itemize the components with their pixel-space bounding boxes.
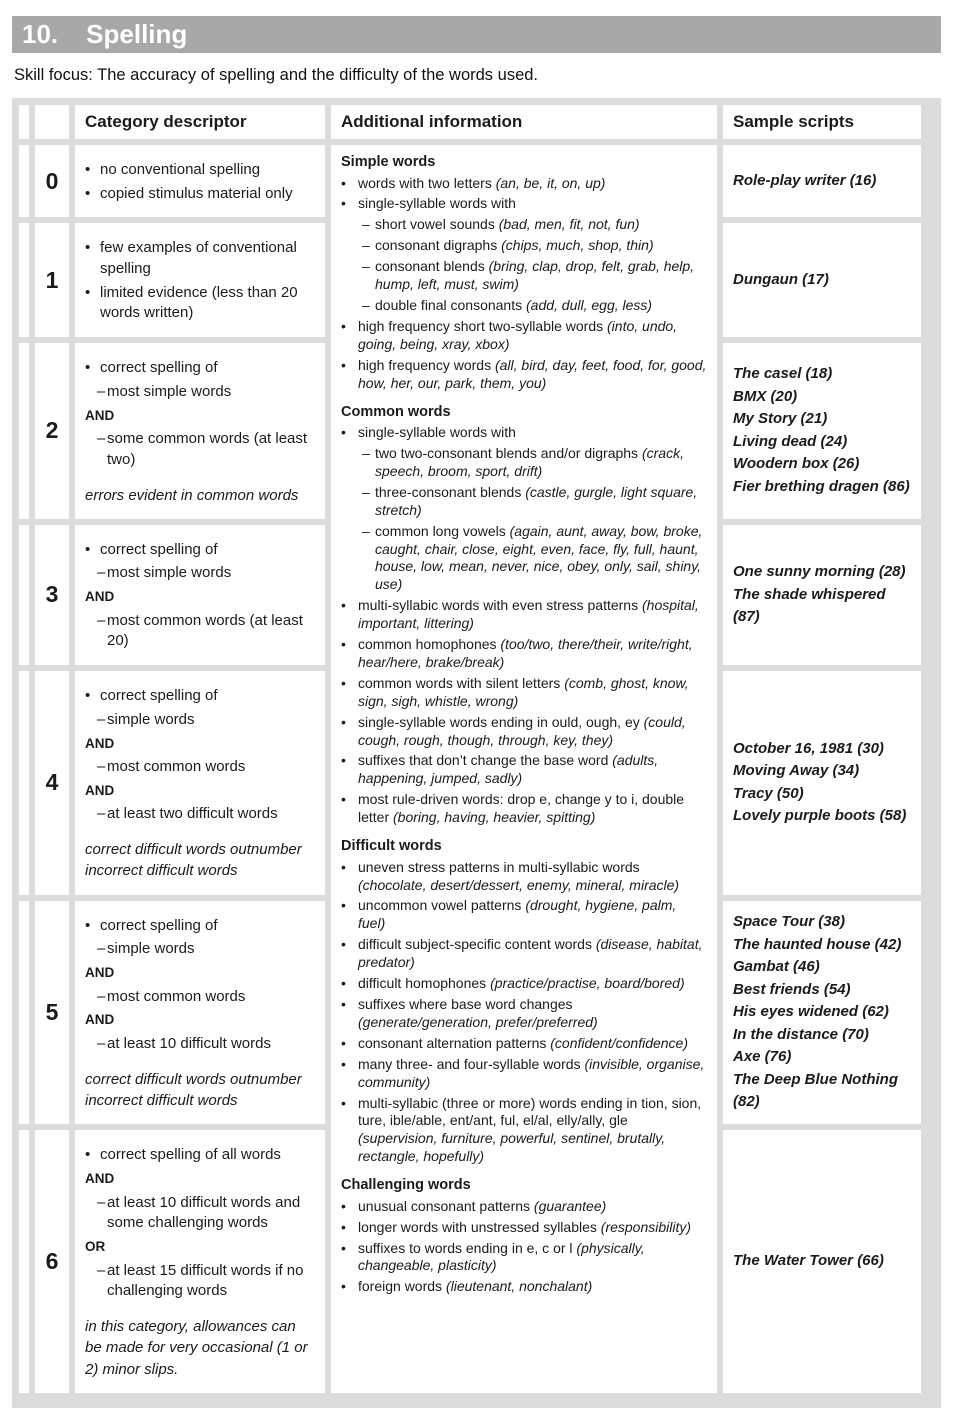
additional-info-text: two two-consonant blends and/or digraphs (crack, speech, broom, sport, drift): [375, 444, 684, 479]
descriptor-text: correct spelling of all words: [100, 1146, 281, 1164]
sample-script-title: Living dead (24): [733, 432, 848, 450]
bullet-icon: •: [341, 1278, 346, 1295]
sample-script-title: Woodern box (26): [733, 455, 860, 473]
score-cell-3: [35, 525, 69, 665]
category-descriptor-cell: [75, 145, 325, 217]
additional-info-text: common homophones (too/two, there/their, write/right, hear/here, brake/break): [358, 636, 693, 670]
dash-icon: –: [362, 258, 370, 275]
additional-info-text: words with two letters (an, be, it, on, up): [358, 174, 606, 191]
descriptor-bullet-item: [85, 358, 315, 379]
sample-script-title: Gambat (46): [733, 958, 820, 976]
header-additional-information: Additional information: [331, 105, 717, 139]
descriptor-sub-item: [97, 939, 315, 960]
dash-icon: –: [362, 444, 370, 461]
sample-script-title: The casel (18): [733, 365, 833, 383]
additional-info-text: difficult homophones (practice/practise, board/bored): [358, 975, 685, 992]
additional-info-item: [341, 1035, 707, 1053]
descriptor-text: few examples of conventional spelling: [100, 239, 297, 278]
dash-icon: –: [97, 758, 106, 776]
additional-info-item: [362, 258, 707, 294]
descriptor-text: correct spelling of: [100, 540, 218, 558]
sample-script-title: The Deep Blue Nothing (82): [733, 1070, 898, 1111]
bullet-icon: •: [85, 687, 91, 705]
dash-icon: –: [362, 237, 370, 254]
sample-script-title: Role-play writer (16): [733, 171, 877, 189]
descriptor-note: correct difficult words outnumber incorrect difficult words: [85, 1070, 302, 1110]
additional-info-text: longer words with unstressed syllables (responsibility): [358, 1218, 692, 1235]
additional-info-item: [341, 752, 707, 788]
additional-info-item: [341, 1095, 707, 1167]
bullet-icon: •: [341, 752, 346, 769]
dash-icon: –: [97, 430, 106, 448]
dash-icon: –: [97, 382, 106, 400]
sample-script-title: Tracy (50): [733, 784, 804, 802]
descriptor-conjunction: OR: [85, 1239, 106, 1255]
descriptor-text: at least 10 difficult words: [107, 1035, 271, 1053]
sample-script-title: October 16, 1981 (30): [733, 739, 884, 757]
additional-info-text: multi-syllabic (three or more) words ending in tion, sion, ture, ible/able, ent/ant, ful, el/al, elly/ally, gle (supervision, furniture, powerful, sentinel, brutally, rectangle, hopefully): [358, 1094, 702, 1165]
additional-info-item: [362, 484, 707, 520]
sample-scripts-cell: [723, 525, 921, 665]
additional-info-text: single-syllable words ending in ould, ough, ey (could, cough, rough, though, through, key, they): [358, 713, 686, 748]
dash-icon: –: [97, 564, 106, 582]
sample-script-title: The shade whispered (87): [733, 585, 886, 626]
dash-icon: –: [97, 1193, 106, 1211]
additional-info-item: [341, 424, 707, 442]
additional-info-text: suffixes that don’t change the base word (adults, happening, jumped, sadly): [358, 752, 659, 787]
bullet-icon: •: [341, 791, 346, 808]
bullet-icon: •: [341, 975, 346, 992]
additional-info-item: [341, 859, 707, 895]
bullet-icon: •: [341, 1034, 346, 1051]
additional-information-cell: [331, 145, 717, 1393]
additional-info-text: single-syllable words with: [358, 424, 516, 441]
skill-focus-text: Skill focus: The accuracy of spelling and the difficulty of the words used.: [14, 66, 539, 84]
score-cell-4: [35, 671, 69, 895]
additional-info-text: suffixes where base word changes (generate/generation, prefer/preferred): [358, 995, 598, 1030]
bullet-icon: •: [341, 195, 346, 212]
additional-info-text: uncommon vowel patterns (drought, hygiene, palm, fuel): [358, 897, 677, 932]
additional-info-text: common words with silent letters (comb, ghost, know, sign, sigh, whistle, wrong): [358, 674, 689, 709]
bullet-icon: •: [341, 1239, 346, 1256]
header-sample-scripts: Sample scripts: [723, 105, 921, 139]
additional-info-item: [362, 445, 707, 481]
bullet-icon: •: [341, 174, 346, 191]
additional-info-text: consonant alternation patterns (confident/confidence): [358, 1034, 689, 1051]
descriptor-text: most simple words: [107, 564, 232, 582]
additional-info-item: [362, 216, 707, 234]
additional-info-text: difficult subject-specific content words (disease, habitat, predator): [358, 936, 703, 971]
dash-icon: –: [97, 987, 106, 1005]
dash-icon: –: [362, 483, 370, 500]
section-title-bar: [12, 16, 941, 53]
additional-info-item: [341, 357, 707, 393]
additional-info-item: [341, 1056, 707, 1092]
sample-script-title: The Water Tower (66): [733, 1252, 884, 1270]
additional-info-item: [341, 1198, 707, 1216]
spacer-cell: [19, 145, 29, 217]
bullet-icon: •: [85, 283, 91, 301]
additional-info-text: short vowel sounds (bad, men, fit, not, fun): [375, 216, 640, 233]
bullet-icon: •: [341, 936, 346, 953]
descriptor-text: at least 10 difficult words and some challenging words: [107, 1193, 301, 1232]
additional-info-text: single-syllable words with: [358, 195, 516, 212]
additional-info-item: [341, 791, 707, 827]
category-descriptor-cell: [75, 1130, 325, 1393]
bullet-icon: •: [341, 1055, 346, 1072]
score-label: 4: [45, 769, 59, 796]
bullet-icon: •: [341, 995, 346, 1012]
bullet-icon: •: [85, 161, 91, 178]
descriptor-bullet-item: [85, 916, 315, 937]
additional-info-text: high frequency words (all, bird, day, feet, food, for, good, how, her, our, park, them, you): [358, 356, 707, 391]
additional-info-item: [341, 175, 707, 193]
descriptor-text: at least 15 difficult words if no challenging words: [107, 1261, 304, 1300]
additional-info-item: [362, 237, 707, 255]
bullet-icon: •: [341, 674, 346, 691]
descriptor-sub-item: [97, 611, 315, 652]
category-descriptor-cell: [75, 671, 325, 895]
descriptor-conjunction: AND: [85, 1171, 115, 1187]
bullet-icon: •: [85, 1146, 91, 1164]
descriptor-sub-item: [97, 1034, 315, 1055]
additional-info-item: [341, 996, 707, 1032]
bullet-icon: •: [341, 858, 346, 875]
descriptor-text: most common words (at least 20): [107, 611, 303, 650]
spacer-cell: [19, 525, 29, 665]
sample-scripts-cell: [723, 671, 921, 895]
spacer-cell: [19, 343, 29, 519]
sample-scripts-cell: [723, 343, 921, 519]
score-label: 6: [45, 1248, 59, 1275]
category-descriptor-cell: [75, 525, 325, 665]
score-label: 3: [45, 581, 59, 608]
bullet-icon: •: [341, 636, 346, 653]
bullet-icon: •: [341, 317, 346, 334]
dash-icon: –: [362, 296, 370, 313]
descriptor-conjunction: AND: [85, 735, 115, 751]
word-group-heading: Simple words: [341, 154, 436, 170]
additional-info-text: foreign words (lieutenant, nonchalant): [358, 1278, 593, 1295]
sample-script-title: Space Tour (38): [733, 913, 845, 931]
additional-info-text: most rule-driven words: drop e, change y to i, double letter (boring, having, heavier, spitting): [358, 791, 685, 826]
additional-info-item: [341, 936, 707, 972]
sample-script-title: One sunny morning (28): [733, 563, 906, 581]
additional-info-item: [341, 675, 707, 711]
category-descriptor-cell: [75, 223, 325, 337]
descriptor-sub-item: [97, 563, 315, 584]
header-score-cell: [35, 105, 69, 139]
spacer-cell: [19, 901, 29, 1125]
descriptor-note: errors evident in common words: [85, 486, 299, 504]
descriptor-sub-item: [97, 987, 315, 1008]
bullet-icon: •: [341, 356, 346, 373]
additional-info-text: consonant blends (bring, clap, drop, felt, grab, help, hump, left, must, swim): [375, 258, 695, 293]
descriptor-text: correct spelling of: [100, 687, 218, 705]
additional-info-text: uneven stress patterns in multi-syllabic words (chocolate, desert/dessert, enemy, mineral, miracle): [358, 858, 680, 893]
descriptor-text: copied stimulus material only: [100, 184, 293, 202]
descriptor-bullet-item: [85, 1145, 315, 1166]
descriptor-sub-item: [97, 382, 315, 403]
word-group-heading: Common words: [341, 403, 451, 420]
bullet-icon: •: [341, 1094, 346, 1111]
dash-icon: –: [97, 1035, 106, 1053]
bullet-icon: •: [341, 1197, 346, 1214]
bullet-icon: •: [341, 713, 346, 730]
descriptor-sub-item: [97, 1193, 315, 1234]
sample-script-title: My Story (21): [733, 410, 828, 428]
dash-icon: –: [97, 805, 106, 823]
descriptor-note: in this category, allowances can be made for very occasional (1 or 2) minor slips.: [85, 1318, 308, 1378]
section-title: Spelling: [86, 19, 188, 49]
sample-scripts-cell: [723, 145, 921, 217]
bullet-icon: •: [85, 540, 91, 558]
sample-script-title: Moving Away (34): [733, 762, 860, 780]
additional-info-item: [341, 714, 707, 750]
additional-info-text: unusual consonant patterns (guarantee): [358, 1197, 607, 1214]
category-descriptor-cell: [75, 901, 325, 1125]
dash-icon: –: [97, 611, 106, 629]
descriptor-conjunction: AND: [85, 589, 115, 605]
sample-script-title: Lovely purple boots (58): [733, 807, 907, 825]
additional-info-item: [341, 597, 707, 633]
score-label: 2: [45, 417, 59, 444]
sample-script-title: Axe (76): [733, 1048, 792, 1066]
descriptor-text: simple words: [107, 710, 195, 728]
additional-info-text: high frequency short two-syllable words (into, undo, going, being, xray, xbox): [358, 317, 678, 352]
additional-info-item: [362, 297, 707, 315]
descriptor-text: no conventional spelling: [100, 161, 261, 178]
additional-info-item: [362, 523, 707, 595]
additional-info-item: [341, 1219, 707, 1237]
descriptor-conjunction: AND: [85, 407, 115, 423]
score-cell-2: [35, 343, 69, 519]
descriptor-bullet-item: [85, 686, 315, 707]
descriptor-bullet-item: [85, 238, 315, 279]
descriptor-sub-item: [97, 429, 315, 470]
descriptor-text: at least two difficult words: [107, 805, 278, 823]
bullet-icon: •: [341, 1218, 346, 1235]
descriptor-sub-item: [97, 757, 315, 778]
descriptor-text: limited evidence (less than 20 words written): [100, 283, 298, 322]
bullet-icon: •: [85, 916, 91, 934]
additional-info-text: multi-syllabic words with even stress patterns (hospital, important, littering): [358, 597, 699, 632]
descriptor-bullet-item: [85, 160, 315, 181]
additional-info-text: consonant digraphs (chips, much, shop, thin): [375, 237, 654, 254]
score-cell-6: [35, 1130, 69, 1393]
sample-scripts-cell: [723, 1130, 921, 1393]
descriptor-note: correct difficult words outnumber incorrect difficult words: [85, 841, 302, 880]
header-spacer-cell: [19, 105, 29, 139]
rubric-table: [12, 98, 941, 1408]
additional-info-text: many three- and four-syllable words (invisible, organise, community): [358, 1055, 705, 1090]
dash-icon: –: [97, 940, 106, 958]
descriptor-text: correct spelling of: [100, 359, 218, 377]
spacer-cell: [19, 223, 29, 337]
spacer-cell: [19, 1130, 29, 1393]
sample-script-title: Best friends (54): [733, 980, 851, 998]
additional-info-item: [341, 1240, 707, 1276]
descriptor-bullet-item: [85, 540, 315, 561]
sample-script-title: His eyes widened (62): [733, 1003, 889, 1021]
descriptor-sub-item: [97, 1261, 315, 1302]
additional-info-text: suffixes to words ending in e, c or l (physically, changeable, plasticity): [358, 1239, 645, 1274]
score-label: 1: [45, 266, 59, 293]
additional-info-item: [341, 975, 707, 993]
bullet-icon: •: [85, 239, 91, 257]
additional-info-item: [341, 897, 707, 933]
descriptor-bullet-item: [85, 184, 315, 205]
word-group-heading: Difficult words: [341, 838, 442, 855]
descriptor-conjunction: AND: [85, 1012, 115, 1028]
score-label: 0: [45, 167, 59, 194]
score-cell-0: [35, 145, 69, 217]
score-cell-1: [35, 223, 69, 337]
score-cell-5: [35, 901, 69, 1125]
header-category-descriptor: Category descriptor: [75, 105, 325, 139]
additional-info-text: common long vowels (again, aunt, away, bow, broke, caught, chair, close, eight, even, face, fly, full, haunt, house, low, mean, never, nice, obey, only, sail, shiny, use): [375, 522, 703, 593]
category-descriptor-cell: [75, 343, 325, 519]
dash-icon: –: [97, 1261, 106, 1279]
additional-info-text: three-consonant blends (castle, gurgle, light square, stretch): [375, 483, 698, 518]
bullet-icon: •: [341, 597, 346, 614]
sample-scripts-cell: [723, 901, 921, 1125]
additional-info-text: double final consonants (add, dull, egg, less): [375, 296, 653, 313]
sample-script-title: In the distance (70): [733, 1025, 869, 1043]
descriptor-text: simple words: [107, 940, 195, 958]
additional-info-item: [341, 636, 707, 672]
dash-icon: –: [362, 522, 370, 539]
section-number: 10.: [22, 19, 59, 49]
descriptor-text: most simple words: [107, 382, 232, 400]
sample-script-title: BMX (20): [733, 387, 798, 405]
sample-script-title: The haunted house (42): [733, 935, 902, 953]
additional-info-item: [341, 195, 707, 213]
dash-icon: –: [97, 710, 106, 728]
dash-icon: –: [362, 216, 370, 233]
bullet-icon: •: [85, 359, 91, 377]
descriptor-sub-item: [97, 804, 315, 825]
descriptor-text: some common words (at least two): [107, 430, 308, 468]
descriptor-text: most common words: [107, 987, 246, 1005]
bullet-icon: •: [341, 424, 346, 441]
descriptor-bullet-item: [85, 283, 315, 324]
sample-scripts-cell: [723, 223, 921, 337]
word-group-heading: Challenging words: [341, 1177, 471, 1194]
descriptor-text: correct spelling of: [100, 916, 218, 934]
descriptor-conjunction: AND: [85, 965, 115, 981]
sample-script-title: Dungaun (17): [733, 271, 829, 288]
descriptor-conjunction: AND: [85, 782, 115, 798]
sample-script-title: Fier brething dragen (86): [733, 477, 910, 495]
bullet-icon: •: [85, 184, 91, 202]
descriptor-text: most common words: [107, 758, 246, 776]
additional-info-item: [341, 318, 707, 354]
spacer-cell: [19, 671, 29, 895]
descriptor-sub-item: [97, 710, 315, 731]
score-label: 5: [45, 999, 59, 1026]
additional-info-item: [341, 1278, 707, 1296]
bullet-icon: •: [341, 897, 346, 914]
